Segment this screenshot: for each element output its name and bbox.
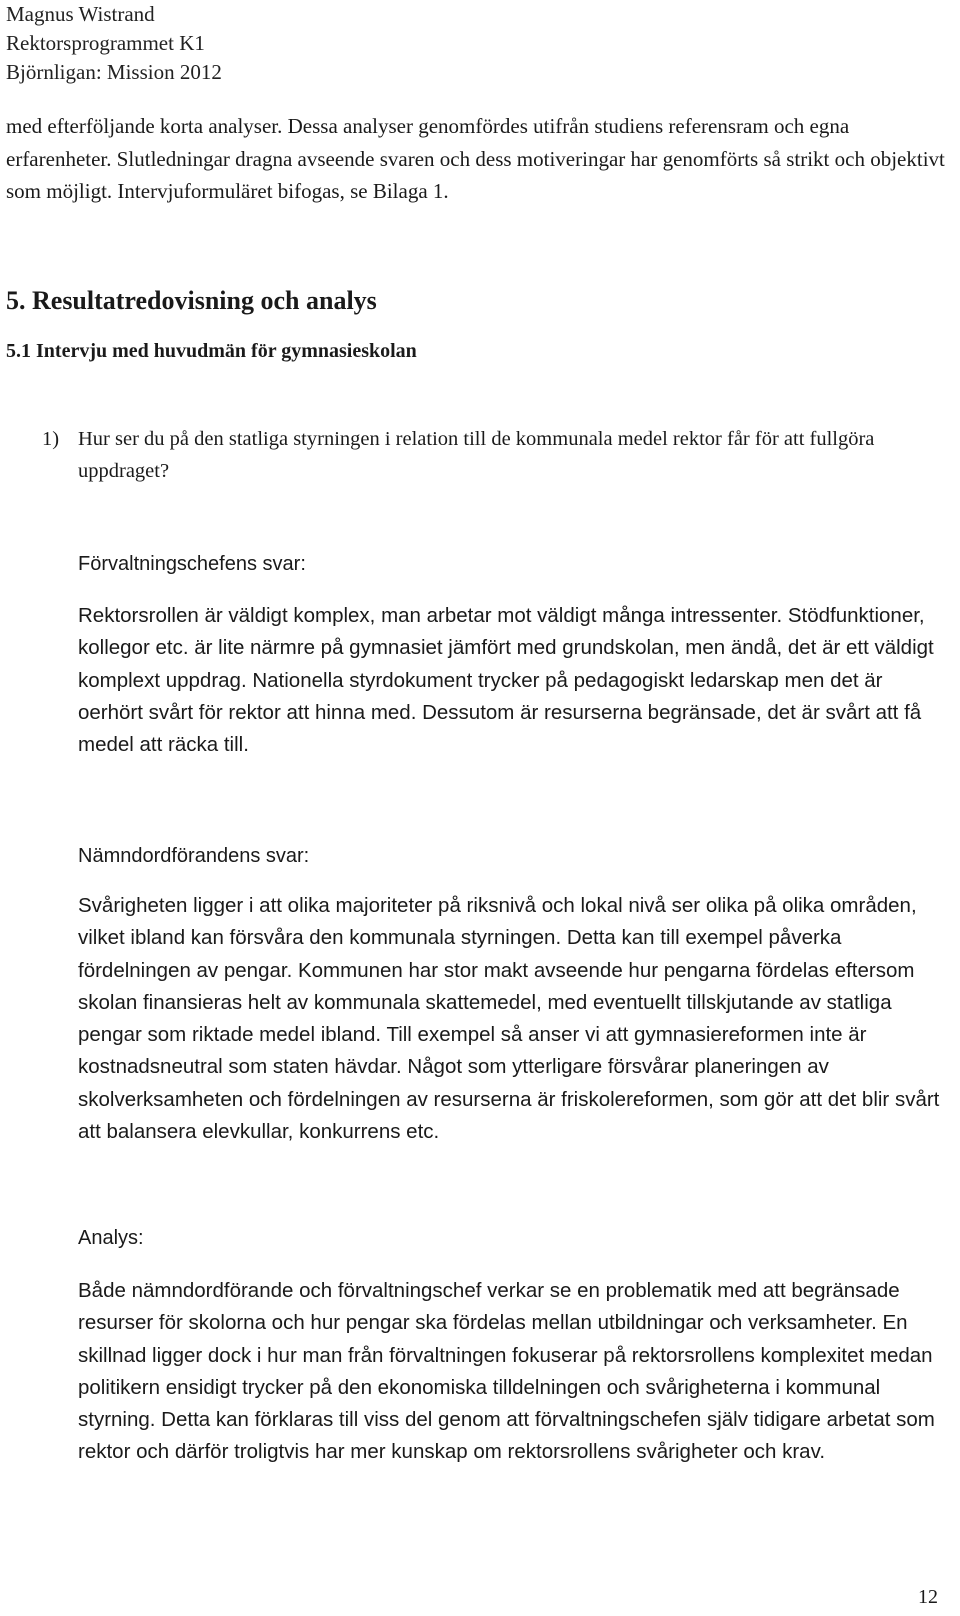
header-program: Rektorsprogrammet K1 [6,31,205,55]
answer-paragraph: Svårigheten ligger i att olika majoriteter på riksnivå och lokal nivå ser olika på olika områden, vilket ibland kan försvåra den kommunala styrningen. Detta kan till exempel påverka fördelningen av pengar. Kommunen har stor makt avseende hur pengarna fördelas eftersom skolan finansieras helt av kommunala skattemedel, med eventuellt tillskjutande av statliga pengar som riktade medel ibland. Till exempel så anser vi att gymnasiereformen inte är kostnadsneutral som staten hävdar. Något som ytterligare försvårar planeringen av skolverksamheten och fördelningen av resurserna är friskolereformen, som gör att det blir svårt att balansera elevkullar, konkurrens etc. [78,894,940,1144]
page-number: 12 [918,1586,938,1608]
answer-text-namndordforande [78,890,948,1148]
intro-text: med efterföljande korta analyser. Dessa analyser genomfördes utifrån studiens referensram och egna erfarenheter. Slutledningar dragna avseende svaren och dess motiveringar har genomförts så strikt och objektivt som möjligt. Intervjuformuläret bifogas, se Bilaga 1. [6,114,945,203]
intro-paragraph [6,110,946,208]
section-subtitle: 5.1 Intervju med huvudmän för gymnasieskolan [6,340,417,362]
analysis-text [78,1275,948,1469]
header-group: Björnligan: Mission 2012 [6,60,222,84]
interview-question [42,423,942,487]
header-author: Magnus Wistrand [6,2,155,26]
section-title: 5. Resultatredovisning och analys [6,286,377,315]
question-text: Hur ser du på den statliga styrningen i relation till de kommunala medel rektor får för att fullgöra uppdraget? [78,428,875,482]
answer-label-namndordforande: Nämndordförandens svar: [78,845,310,867]
answer-paragraph: Rektorsrollen är väldigt komplex, man arbetar mot väldigt många intressenter. Stödfunktioner, kollegor etc. är lite närmre på gymnasiet jämfört med grundskolan, men ändå, det är ett väldigt komplext uppdrag. Nationella styrdokument trycker på pedagogiskt ledarskap men det är oerhört svårt för rektor att hinna med. Dessutom är resurserna begränsade, det är svårt att få medel att räcka till. [78,604,934,757]
answer-text-forvaltningschef [78,600,948,761]
answer-label-forvaltningschef: Förvaltningschefens svar: [78,553,306,575]
analysis-paragraph: Både nämndordförande och förvaltningschef verkar se en problematik med att begränsade resurser för skolorna och hur pengar ska fördelas mellan utbildningar och verksamheter. En skillnad ligger dock i hur man från förvaltningen fokuserar på rektorsrollens komplexitet medan politikern ensidigt trycker på den ekonomiska tilldelningen och svårigheterna i kommunal styrning. Detta kan förklaras till viss del genom att förvaltningschefen själv tidigare arbetat som rektor och därför troligtvis har mer kunskap om rektorsrollens svårigheter och krav. [78,1279,935,1464]
question-number: 1) [42,428,60,450]
analysis-label: Analys: [78,1227,144,1249]
page-header [6,0,222,87]
